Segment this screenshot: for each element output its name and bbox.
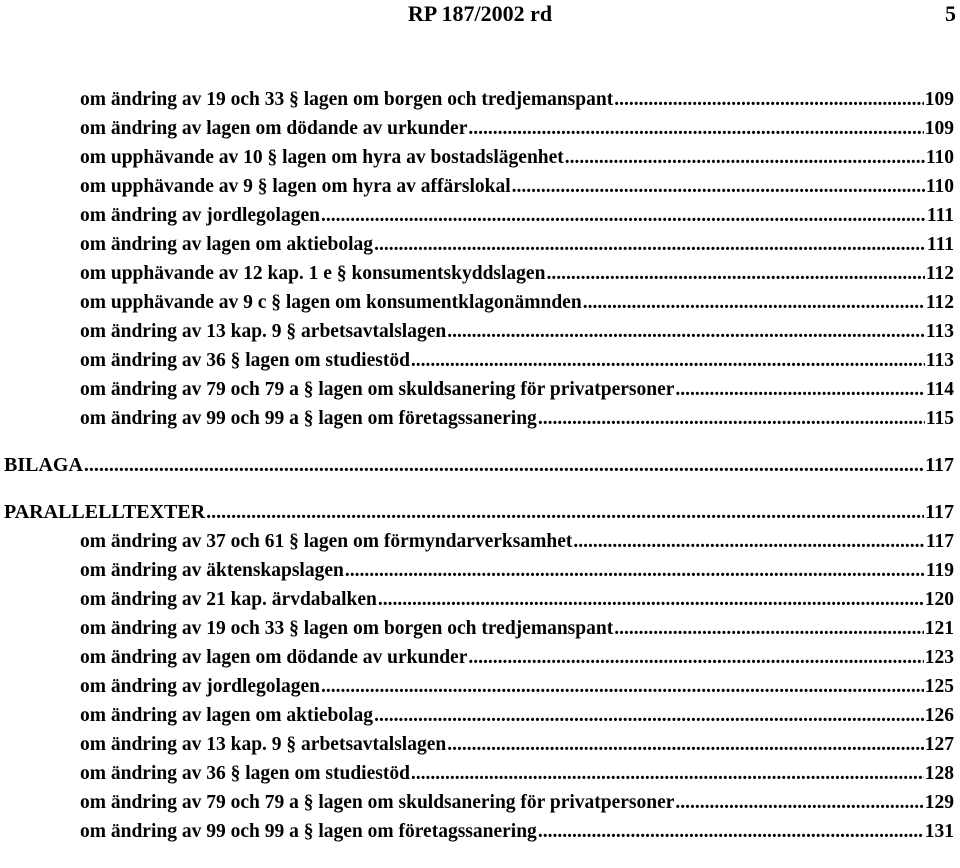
toc-entry-page: 127 [924,734,954,755]
toc-entry[interactable] [0,346,954,375]
toc-entry[interactable] [0,643,954,672]
toc-entry-page: 112 [925,263,954,284]
toc-entry-text: om ändring av jordlegolagen [80,676,320,697]
toc-entry[interactable] [0,317,954,346]
dot-leader [374,230,926,259]
toc-entry[interactable] [0,288,954,317]
dot-leader [546,259,924,288]
toc-entry-text: om ändring av 13 kap. 9 § arbetsavtalslagen [80,321,447,342]
toc-entry-text: om upphävande av 10 § lagen om hyra av bostadslägenhet [80,147,564,168]
toc-entry-page: 111 [926,205,954,226]
dot-leader [321,672,924,701]
dot-leader [614,614,924,643]
toc-entry-page: 112 [925,292,954,313]
dot-leader [675,375,924,404]
dot-leader [447,317,925,346]
toc-entry[interactable] [0,788,954,817]
toc-entry-text: om ändring av 19 och 33 § lagen om borgen och tredjemanspant [80,618,614,639]
toc-group-2 [0,527,960,846]
toc-entry-page: 125 [924,676,954,697]
dot-leader [512,172,925,201]
toc-group-1 [0,85,960,433]
toc-entry-text: om ändring av 36 § lagen om studiestöd [80,763,410,784]
toc-entry-page: 114 [925,379,954,400]
toc-entry-page: 129 [924,792,954,813]
toc-entry-text: om ändring av 19 och 33 § lagen om borgen och tredjemanspant [80,89,614,110]
toc-entry-page: 111 [926,234,954,255]
dot-leader [538,404,925,433]
toc-entry-text: om ändring av äktenskapslagen [80,560,344,581]
toc-entry-text: om ändring av lagen om dödande av urkunder [80,118,468,139]
dot-leader [206,498,924,527]
toc-entry-text: om ändring av 99 och 99 a § lagen om företagssanering [80,408,537,429]
dot-leader [565,143,925,172]
toc-entry[interactable] [0,672,954,701]
dot-leader [573,527,924,556]
dot-leader [675,788,923,817]
toc-entry[interactable] [0,701,954,730]
toc-entry-text: om ändring av 79 och 79 a § lagen om skuldsanering för privatpersoner [80,379,675,400]
toc-entry-text: om ändring av lagen om aktiebolag [80,705,374,726]
toc-entry[interactable] [0,259,954,288]
toc-entry-page: 109 [924,89,954,110]
toc-entry-text: om upphävande av 9 § lagen om hyra av affärslokal [80,176,511,197]
toc-entry[interactable] [0,817,954,846]
toc-entry[interactable] [0,114,954,143]
toc-entry-text: om upphävande av 9 c § lagen om konsumentklagonämnden [80,292,582,313]
toc-entry[interactable] [0,730,954,759]
dot-leader [321,201,926,230]
toc-entry-text: om ändring av 79 och 79 a § lagen om skuldsanering för privatpersoner [80,792,675,813]
table-of-contents [0,85,960,846]
toc-entry-text: om ändring av jordlegolagen [80,205,320,226]
dot-leader [374,701,924,730]
toc-entry-text: om upphävande av 12 kap. 1 e § konsumentskyddslagen [80,263,546,284]
dot-leader [538,817,924,846]
toc-entry-page: 113 [925,350,954,371]
toc-entry-text: BILAGA [4,454,83,476]
toc-entry[interactable] [0,759,954,788]
document-title: RP 187/2002 rd [407,1,553,26]
toc-entry[interactable] [0,201,954,230]
toc-entry[interactable] [0,143,954,172]
page-number: 5 [945,1,956,26]
toc-entry-page: 115 [925,408,954,429]
dot-leader [411,759,924,788]
toc-entry-page: 128 [924,763,954,784]
toc-entry-page: 131 [924,821,954,842]
toc-entry-bilaga[interactable] [0,451,954,480]
dot-leader [411,346,925,375]
toc-entry-text: om ändring av lagen om aktiebolag [80,234,374,255]
toc-entry-page: 119 [925,560,954,581]
toc-entry-page: 109 [924,118,954,139]
toc-entry[interactable] [0,556,954,585]
dot-leader [468,114,923,143]
dot-leader [468,643,923,672]
toc-entry-text: om ändring av 36 § lagen om studiestöd [80,350,410,371]
dot-leader [84,451,924,480]
dot-leader [447,730,924,759]
toc-entry[interactable] [0,585,954,614]
toc-entry-text: om ändring av 37 och 61 § lagen om förmyndarverksamhet [80,531,573,552]
dot-leader [345,556,925,585]
toc-entry-text: PARALLELLTEXTER [4,501,206,523]
dot-leader [378,585,924,614]
toc-entry-page: 120 [924,589,954,610]
toc-entry[interactable] [0,230,954,259]
toc-entry-text: om ändring av lagen om dödande av urkunder [80,647,468,668]
toc-entry-parallelltexter[interactable] [0,498,954,527]
toc-entry-page: 117 [925,454,954,476]
dot-leader [583,288,925,317]
toc-entry-page: 113 [925,321,954,342]
toc-entry-page: 110 [925,147,954,168]
toc-entry-text: om ändring av 13 kap. 9 § arbetsavtalslagen [80,734,447,755]
dot-leader [614,85,924,114]
toc-entry[interactable] [0,85,954,114]
toc-entry[interactable] [0,375,954,404]
toc-entry-page: 110 [925,176,954,197]
page-header [0,0,960,30]
toc-entry-page: 126 [924,705,954,726]
toc-entry[interactable] [0,404,954,433]
toc-entry-page: 121 [924,618,954,639]
toc-entry-page: 117 [925,531,954,552]
toc-entry-page: 117 [925,501,954,523]
toc-entry-text: om ändring av 21 kap. ärvdabalken [80,589,377,610]
toc-entry[interactable] [0,614,954,643]
toc-entry[interactable] [0,527,954,556]
toc-entry[interactable] [0,172,954,201]
toc-entry-text: om ändring av 99 och 99 a § lagen om företagssanering [80,821,537,842]
toc-entry-page: 123 [924,647,954,668]
